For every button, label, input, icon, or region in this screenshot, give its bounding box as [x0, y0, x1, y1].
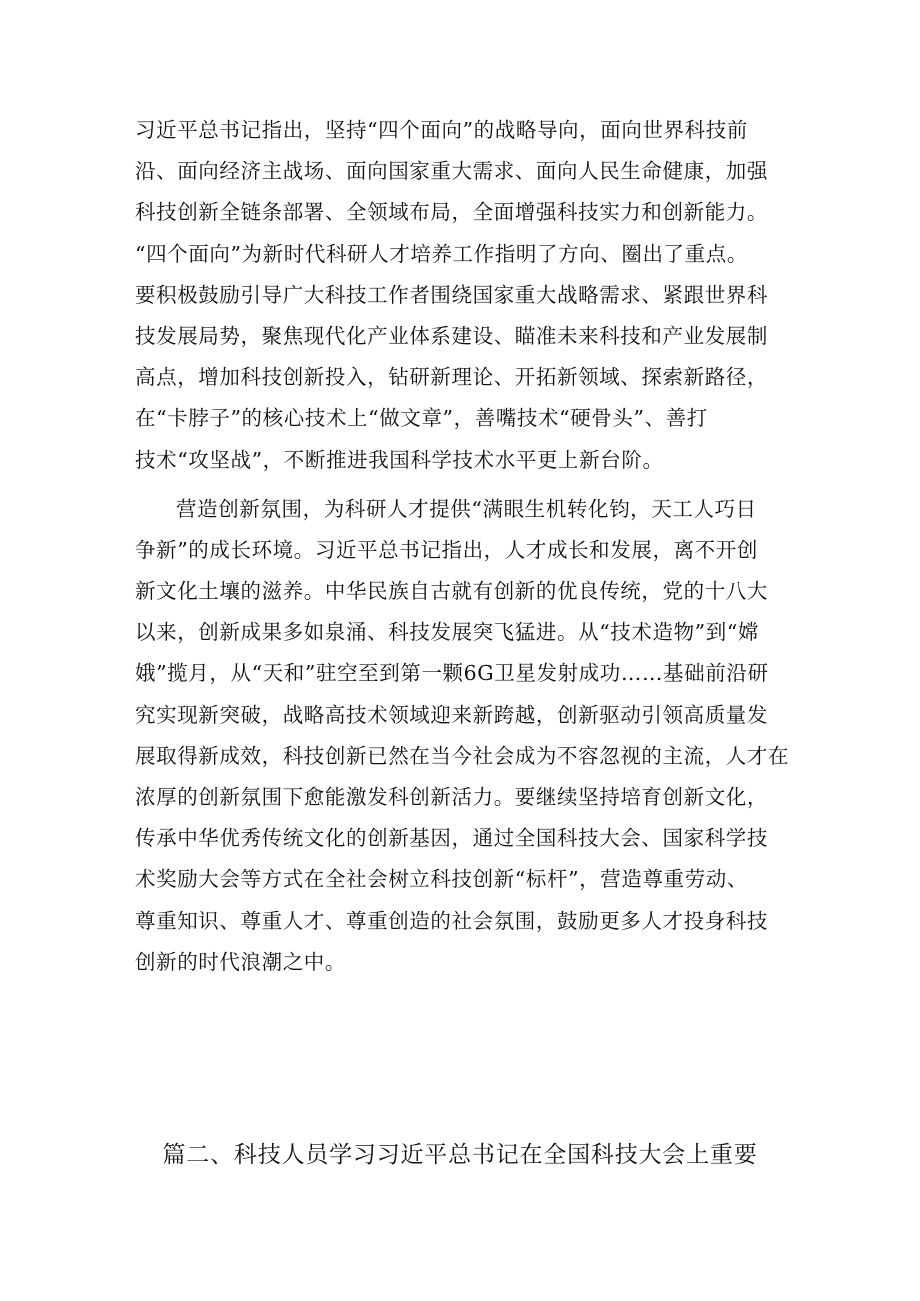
body-text — [135, 110, 790, 983]
paragraph-1 — [135, 110, 790, 481]
text-line: 创新的时代浪潮之中。 — [135, 949, 346, 974]
text-line: 新文化土壤的滋养。中华民族自古就有创新的优良传统，党的十八大 — [135, 579, 768, 604]
text-line: 传承中华优秀传统文化的创新基因，通过全国科技大会、国家科学技 — [135, 826, 768, 851]
text-line: 高点，增加科技创新投入，钻研新理论、开拓新领域、探索新路径， — [135, 365, 768, 390]
paragraph-2 — [135, 489, 790, 983]
text-line: 展取得新成效，科技创新已然在当今社会成为不容忽视的主流，人才在 — [135, 743, 790, 768]
text-line: 术奖励大会等方式在全社会树立科技创新“标杆”，营造尊重劳动、 — [135, 867, 748, 892]
text-line: 在“卡脖子”的核心技术上“做文章”，善嘴技术“硬骨头”、善打 — [135, 406, 708, 431]
text-line: 要积极鼓励引导广大科技工作者围绕国家重大战略需求、紧跟世界科 — [135, 282, 768, 307]
text-line: 以来，创新成果多如泉涌、科技发展突飞猛进。从“技术造物”到“嫦 — [135, 620, 760, 645]
text-line: 习近平总书记指出，坚持“四个面向”的战略导向，面向世界科技前 — [135, 118, 748, 142]
text-line: 营造创新氛围，为科研人才提供“满眼生机转化钧，天工人巧日 — [176, 496, 757, 521]
text-line: 沿、面向经济主战场、面向国家重大需求、面向人民生命健康，加强 — [135, 159, 768, 184]
text-line: 科技创新全链条部署、全领域布局，全面增强科技实力和创新能力。 — [135, 200, 768, 225]
paragraph-gap — [135, 481, 790, 489]
text-line: 技发展局势，聚焦现代化产业体系建设、瞄准未来科技和产业发展制 — [135, 323, 768, 348]
text-line: 争新”的成长环境。习近平总书记指出，人才成长和发展，离不开创 — [135, 537, 758, 562]
text-line: 浓厚的创新氛围下愈能激发科创新活力。要继续坚持培育创新文化， — [135, 785, 768, 809]
text-line: 娥”揽月，从“天和”驻空至到第一颗6G卫星发射成功……基础前沿研 — [135, 661, 769, 686]
section-heading: 篇二、科技人员学习习近平总书记在全国科技大会上重要 — [162, 1142, 758, 1168]
text-line: 技术“攻坚战”，不断推进我国科学技术水平更上新台阶。 — [135, 447, 664, 472]
text-line: 尊重知识、尊重人才、尊重创造的社会氛围，鼓励更多人才投身科技 — [135, 908, 768, 933]
text-line: 究实现新突破，战略高技术领域迎来新跨越，创新驱动引领高质量发 — [135, 702, 768, 727]
text-line: “四个面向”为新时代科研人才培养工作指明了方向、圈出了重点。 — [135, 241, 748, 266]
